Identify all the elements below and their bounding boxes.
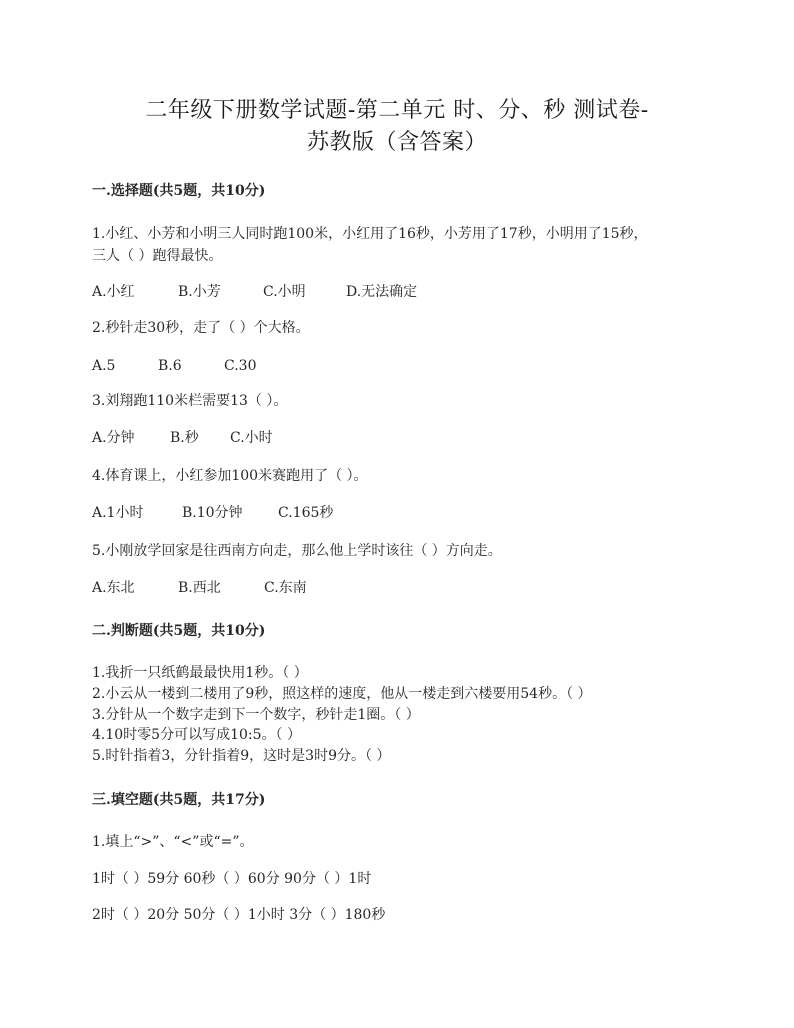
section-heading-choice: 一.选择题(共5题，共10分) — [92, 183, 266, 199]
option-a[interactable]: A.1小时 — [92, 505, 144, 521]
judge-item-1: 1.我折一只纸鹤最最快用1秒。（ ） — [92, 665, 308, 681]
option-c[interactable]: C.小明 — [263, 284, 306, 300]
choice-q2-text: 2.秒针走30秒，走了（ ）个大格。 — [92, 320, 310, 336]
judge-item-2: 2.小云从一楼到二楼用了9秒，照这样的速度，他从一楼走到六楼要用54秒。（ ） — [92, 686, 592, 702]
page-title-line2: 苏教版（含答案） — [306, 130, 487, 155]
choice-q4-text: 4.体育课上，小红参加100米赛跑用了（ ）。 — [92, 468, 368, 484]
choice-q2-options — [92, 356, 256, 376]
choice-q1-text: 1.小红、小芳和小明三人同时跑100米，小红用了16秒，小芳用了17秒，小明用了15秒， — [92, 226, 648, 242]
choice-q5-text: 5.小刚放学回家是往西南方向走，那么他上学时该往（ ）方向走。 — [92, 543, 502, 559]
choice-q3-text: 3.刘翔跑110米栏需要13（ ）。 — [92, 393, 288, 409]
option-b[interactable]: B.西北 — [178, 580, 221, 596]
option-b[interactable]: B.秒 — [170, 430, 199, 446]
choice-q4-options — [92, 503, 333, 523]
option-a[interactable]: A.分钟 — [92, 430, 135, 446]
option-b[interactable]: B.6 — [158, 358, 182, 374]
judge-item-4: 4.10时零5分可以写成10:5。（ ） — [92, 727, 301, 743]
section-heading-fill: 三.填空题(共5题，共17分) — [92, 792, 266, 808]
fill-row-2: 2时（ ）20分 50分（ ）1小时 3分（ ）180秒 — [92, 907, 386, 923]
choice-q1-options — [92, 282, 417, 302]
choice-q5-options — [92, 578, 307, 598]
page-title-line1: 二年级下册数学试题-第二单元 时、分、秒 测试卷- — [145, 98, 649, 123]
choice-q3-options — [92, 428, 273, 448]
fill-q1-text: 1.填上“>”、“<”或“=”。 — [92, 834, 254, 850]
option-a[interactable]: A.5 — [92, 358, 116, 374]
option-c[interactable]: C.东南 — [264, 580, 307, 596]
option-b[interactable]: B.10分钟 — [182, 505, 243, 521]
fill-row-1: 1时（ ）59分 60秒（ ）60分 90分（ ）1时 — [92, 871, 372, 887]
choice-q1-text-cont: 三人（ ）跑得最快。 — [92, 248, 223, 264]
judge-item-3: 3.分针从一个数字走到下一个数字，秒针走1圈。（ ） — [92, 707, 420, 723]
section-heading-judge: 二.判断题(共5题，共10分) — [92, 623, 266, 639]
option-a[interactable]: A.东北 — [92, 580, 135, 596]
option-d[interactable]: D.无法确定 — [346, 284, 418, 300]
option-c[interactable]: C.小时 — [230, 430, 273, 446]
judge-item-5: 5.时针指着3，分针指着9，这时是3时9分。（ ） — [92, 748, 391, 764]
option-c[interactable]: C.30 — [224, 358, 257, 374]
option-a[interactable]: A.小红 — [92, 284, 135, 300]
option-b[interactable]: B.小芳 — [178, 284, 221, 300]
option-c[interactable]: C.165秒 — [278, 505, 334, 521]
